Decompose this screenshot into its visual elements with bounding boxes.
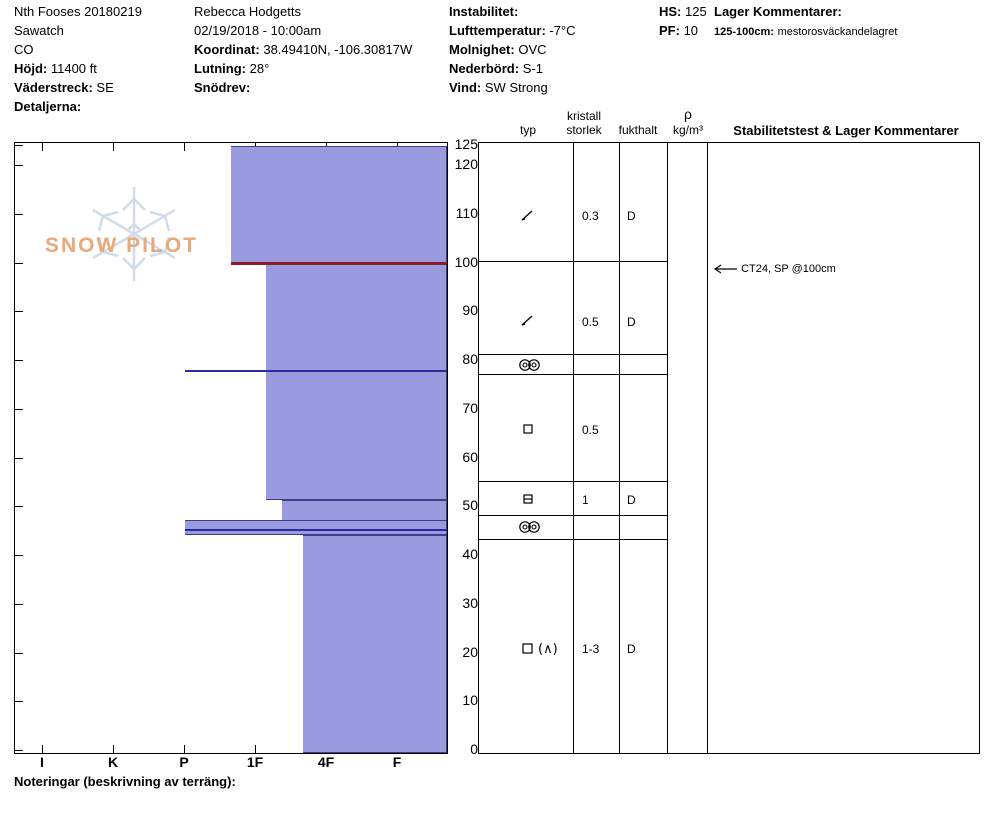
hardness-tick-i (42, 143, 43, 151)
layer-bar-125-100[interactable] (231, 146, 447, 263)
stability-test-label: CT24, SP @100cm (741, 263, 836, 275)
grain-row-sep-81 (479, 354, 667, 355)
stability-test-column[interactable] (708, 142, 980, 754)
airtemp-row (449, 21, 659, 40)
grain-row-sep-43 (479, 539, 667, 540)
layer-bar-80-54[interactable] (266, 371, 447, 500)
depth-label-20: 20 (462, 644, 478, 660)
pf-value: 10 (683, 23, 699, 38)
mountain-range: Sawatch (14, 23, 64, 38)
hardness-label-f: F (392, 754, 402, 770)
details-label: Detaljerna: (14, 99, 82, 114)
density-column[interactable] (668, 142, 708, 754)
layer-bar-45-0[interactable] (303, 535, 447, 753)
slope-label: Lutning: (194, 61, 246, 76)
snowdrift-label: Snödrev: (194, 80, 251, 95)
depth-axis (448, 136, 478, 757)
depth-label-120: 120 (454, 156, 478, 172)
depth-tick-40 (15, 555, 23, 556)
depth-label-10: 10 (462, 692, 478, 708)
grain-wetness-row-7: D (627, 642, 636, 656)
header-grain-size: storlek (566, 123, 602, 137)
state: CO (14, 42, 34, 57)
depth-tick-50 (15, 506, 23, 507)
hardness-label-p: P (179, 754, 189, 770)
grain-wetness-row-5: D (627, 493, 636, 507)
snowdrift-row (194, 78, 449, 97)
layer-comment-entry (714, 21, 984, 40)
airtemp-label: Lufttemperatur: (449, 23, 546, 38)
hardness-tick-k (113, 143, 114, 151)
crust-line-100cm (231, 262, 447, 265)
aspect-label: Väderstreck: (14, 80, 93, 95)
header-grain-type: typ (519, 123, 536, 137)
depth-tick-20 (15, 653, 23, 654)
aspect-value: SE (96, 80, 114, 95)
layer-bar-47-45[interactable] (185, 520, 447, 535)
stability-test-entry[interactable] (714, 263, 836, 275)
hardness-tick-bottom-1f (255, 745, 256, 753)
observer-name: Rebecca Hodgetts (194, 4, 301, 19)
header-column-observer (194, 2, 449, 97)
wind-label: Vind: (449, 80, 482, 95)
depth-label-30: 30 (462, 595, 478, 611)
coordinate-row (194, 40, 449, 59)
layer-comment-text: mestorosväckandelagret (777, 26, 898, 38)
grain-size-row-4: 0.5 (582, 423, 599, 437)
snow-pilot-watermark (39, 179, 229, 289)
depth-tick-70 (15, 409, 23, 410)
terrain-notes-label: Noteringar (beskrivning av terräng): (14, 774, 236, 789)
grain-wetness-row-2: D (627, 315, 636, 329)
grain-size-row-5: 1 (582, 493, 589, 507)
hardness-tick-bottom-i (42, 745, 43, 753)
grain-row-sep-48 (479, 515, 667, 516)
hardness-label-4f: 4F (317, 754, 335, 770)
hs-label: HS: (659, 4, 682, 19)
grain-size-row-7: 1-3 (582, 642, 600, 656)
svg-text:(∧): (∧) (538, 642, 558, 656)
details-row (14, 97, 194, 116)
coordinate-label: Koordinat: (194, 42, 260, 57)
grain-row-sep-55 (479, 481, 667, 482)
aspect-row (14, 78, 194, 97)
depth-tick-125 (15, 145, 23, 146)
grain-size-row-1: 0.3 (582, 209, 599, 223)
depth-label-90: 90 (462, 302, 478, 318)
depth-label-50: 50 (462, 497, 478, 513)
grain-row-sep-77 (479, 374, 667, 375)
elevation-value: 11400 ft (50, 61, 97, 76)
slope-value: 28° (249, 61, 270, 76)
grain-symbol-rounds-2 (517, 520, 541, 537)
grain-symbol-needle-1 (519, 208, 535, 227)
elevation-row (14, 59, 194, 78)
precipitation-value: S-1 (522, 61, 543, 76)
grain-col-sep-2 (619, 143, 620, 753)
hardness-tick-bottom-k (113, 745, 114, 753)
grain-symbol-facet-half-1 (521, 492, 535, 509)
grain-symbol-rounds-1 (517, 358, 541, 375)
precipitation-label: Nederbörd: (449, 61, 520, 76)
grain-symbol-facet-cup-1 (521, 640, 565, 659)
header-column-weather (449, 2, 659, 97)
depth-label-60: 60 (462, 449, 478, 465)
depth-tick-0 (15, 750, 23, 751)
profile-title: Nth Fooses 20180219 (14, 4, 142, 19)
weak-layer-line-46cm (185, 529, 447, 531)
depth-tick-60 (15, 458, 23, 459)
depth-tick-80 (15, 360, 23, 361)
wind-value: SW Strong (484, 80, 548, 95)
header-column-layer-comments (714, 2, 984, 40)
table-column-headers (478, 106, 988, 142)
depth-tick-120 (15, 165, 23, 166)
grain-symbol-needle-2 (519, 313, 535, 332)
instability-row (449, 2, 659, 21)
snow-pilot-wordmark: SNOW PILOT (45, 234, 198, 257)
instability-label: Instabilitet: (449, 4, 519, 19)
hardness-profile-plot[interactable] (14, 142, 448, 754)
depth-label-100: 100 (454, 254, 478, 270)
pf-label: PF: (659, 23, 680, 38)
layer-comment-depth: 125-100cm: (714, 26, 774, 38)
hardness-tick-p (184, 143, 185, 151)
hardness-tick-bottom-p (184, 745, 185, 753)
left-arrow-icon (714, 264, 738, 274)
hs-value: 125 (685, 4, 707, 19)
layer-comments-label: Lager Kommentarer: (714, 4, 842, 19)
layer-bar-100-80[interactable] (266, 263, 447, 371)
cloudcover-value: OVC (518, 42, 547, 57)
hardness-axis-labels (14, 754, 448, 774)
depth-tick-110 (15, 214, 23, 215)
depth-label-80: 80 (462, 351, 478, 367)
depth-label-40: 40 (462, 546, 478, 562)
header-stability-tests: Stabilitetstest & Lager Kommentarer (733, 123, 959, 138)
grain-symbol-facet-1 (521, 422, 535, 439)
grain-table[interactable] (478, 142, 668, 754)
grain-size-row-2: 0.5 (582, 315, 599, 329)
airtemp-value: -7°C (549, 23, 576, 38)
hardness-label-i: I (40, 754, 44, 770)
cloudcover-row (449, 40, 659, 59)
depth-tick-100 (15, 263, 23, 264)
depth-label-0: 0 (470, 741, 478, 757)
depth-label-110: 110 (455, 205, 478, 221)
depth-tick-10 (15, 701, 23, 702)
header-density-units: kg/m³ (673, 123, 703, 137)
grain-row-sep-100 (479, 261, 667, 262)
header-column-location (14, 2, 194, 116)
depth-tick-90 (15, 311, 23, 312)
weak-layer-line-80cm (185, 370, 447, 372)
hardness-label-1f: 1F (246, 754, 264, 770)
profile-header (14, 2, 980, 112)
wind-row (449, 78, 659, 97)
hardness-label-k: K (107, 754, 119, 770)
grain-col-sep-1 (573, 143, 574, 753)
grain-wetness-row-1: D (627, 209, 636, 223)
header-rho-symbol: ρ (684, 106, 692, 122)
precipitation-row (449, 59, 659, 78)
depth-tick-30 (15, 604, 23, 605)
coordinate-value: 38.49410N, -106.30817W (263, 42, 413, 57)
layer-comments-title (714, 2, 984, 21)
slope-row (194, 59, 449, 78)
elevation-label: Höjd: (14, 61, 48, 76)
header-crystal: kristall (566, 109, 601, 123)
cloudcover-label: Molnighet: (449, 42, 515, 57)
header-wetness: fukthalt (618, 123, 658, 137)
observation-datetime: 02/19/2018 - 10:00am (194, 23, 322, 38)
snowflake-icon (39, 179, 229, 289)
depth-label-125: 125 (454, 136, 478, 152)
depth-label-70: 70 (462, 400, 478, 416)
